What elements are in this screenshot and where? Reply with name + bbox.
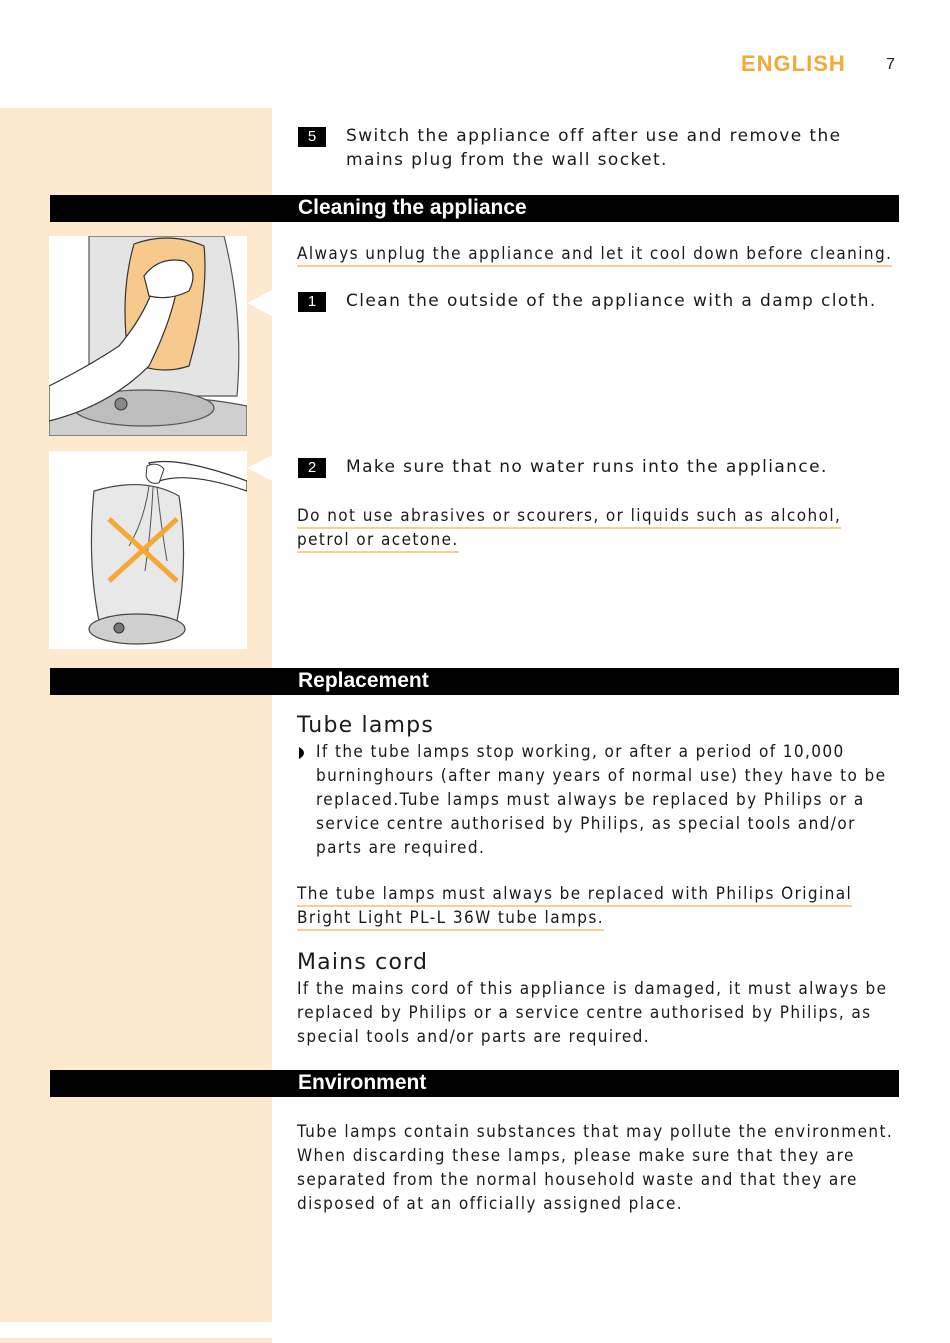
step-2-text: Make sure that no water runs into the appliance. — [346, 457, 828, 477]
step-2-number: 2 — [298, 458, 326, 478]
step-5-text: Switch the appliance off after use and remove the mains plug from the wall socket. — [346, 126, 842, 170]
mains-cord-text: If the mains cord of this appliance is damaged, it must always be replaced by Philips or a service centre authorised by Philips, as special tools and/or parts are required. — [297, 979, 888, 1047]
mains-cord-heading: Mains cord — [297, 950, 429, 975]
tube-lamps-text: If the tube lamps stop working, or after a period of 10,000 burninghours (after many years of normal use) they have to be replaced.Tube lamps must always be replaced by Philips or a service centre authorised by Philips, as special tools and/or parts are required. — [316, 742, 887, 858]
section-title-replacement: Replacement — [298, 669, 429, 692]
illustration-pointer-2 — [247, 455, 272, 481]
section-title-environment: Environment — [298, 1071, 427, 1094]
environment-text: Tube lamps contain substances that may pollute the environment. When discarding these lamps, please make sure that they are separated from the normal household waste and that they are disposed of at an officially assigned place. — [297, 1122, 894, 1214]
page-number: 7 — [886, 56, 895, 73]
illustration-wiping-cloth — [49, 236, 247, 436]
section-bar-environment — [50, 1070, 899, 1097]
bottom-margin-strip — [0, 1338, 272, 1343]
tube-lamps-heading: Tube lamps — [297, 713, 434, 738]
illustration-pointer — [247, 290, 272, 316]
cleaning-warning: Always unplug the appliance and let it cool down before cleaning. — [297, 242, 897, 266]
step-5-number: 5 — [298, 127, 326, 147]
step-1-number: 1 — [298, 292, 326, 312]
language-label: ENGLISH — [741, 51, 846, 76]
section-title-cleaning: Cleaning the appliance — [298, 196, 527, 219]
section-bar-replacement — [50, 668, 899, 695]
step-1-text: Clean the outside of the appliance with a damp cloth. — [346, 291, 877, 311]
cleaning-caution: Do not use abrasives or scourers, or liquids such as alcohol, petrol or acetone. — [297, 504, 887, 552]
tube-lamps-warning: The tube lamps must always be replaced with Philips Original Bright Light PL-L 36W tube lamps. — [297, 882, 882, 930]
illustration-no-water — [49, 451, 247, 649]
bullet-icon — [297, 746, 311, 760]
section-bar-cleaning — [50, 195, 899, 222]
